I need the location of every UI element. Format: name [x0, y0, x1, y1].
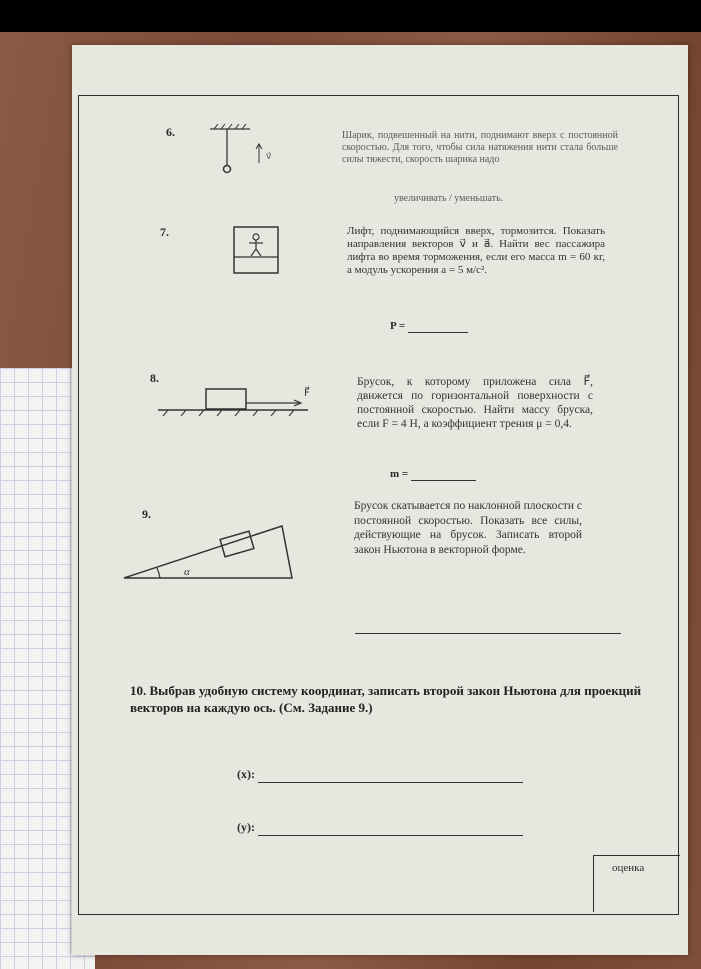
task-6-number: 6.	[166, 125, 175, 139]
worksheet-page	[72, 45, 688, 955]
task-10-y-blank[interactable]	[258, 820, 523, 836]
task-9-text: Брусок скатывается по наклонной плоскости с постоянной скоростью. Показать все силы, действующие на брусок. Записать второй закон Ньютона в векторной форме.	[354, 500, 582, 556]
task-8-block-diagram	[158, 383, 318, 427]
task-8-number: 8.	[150, 371, 159, 385]
task-9-answer-blank[interactable]	[355, 615, 621, 634]
task-7-answer-label: P =	[390, 320, 406, 332]
grade-label: оценка	[612, 862, 645, 874]
task-7-answer-blank[interactable]	[408, 320, 468, 333]
task-8-answer[interactable]	[390, 468, 476, 481]
task-7-elevator-diagram	[232, 225, 282, 277]
task-10-y-label: (y):	[237, 820, 255, 834]
task-8-text: Брусок, к которому приложена сила F⃗, движется по горизонтальной поверхности с постоянной скоростью. Найти массу бруска, если F = 4 Н, а коэффициент трения μ = 0,4.	[357, 376, 593, 430]
task-10-y-row[interactable]	[237, 820, 523, 836]
task-6-velocity-label: v⃗	[266, 151, 272, 161]
top-bar	[0, 0, 701, 32]
grade-box[interactable]	[593, 855, 680, 912]
task-8-answer-label: m =	[390, 468, 409, 480]
task-6-pendulum-diagram	[202, 123, 272, 178]
task-7-text: Лифт, поднимающийся вверх, тормозится. Показать направления векторов v⃗ и a⃗. Найти вес пассажира лифта во время торможения, если его масса m = 60 кг, а модуль ускорения a = 5 м/с².	[347, 225, 605, 276]
task-7-number: 7.	[160, 225, 169, 239]
task-10-x-row[interactable]	[237, 767, 523, 783]
task-7-answer[interactable]	[390, 320, 468, 333]
task-6-options[interactable]: увеличивать / уменьшать.	[394, 193, 504, 204]
task-8-force-label: F⃗	[304, 388, 310, 399]
task-9-angle-label: α	[184, 566, 190, 578]
task-10-text: 10. Выбрав удобную систему координат, записать второй закон Ньютона для проекций векторов на каждую ось. (См. Задание 9.)	[130, 683, 642, 715]
task-9-number: 9.	[142, 507, 151, 521]
task-9-incline-diagram	[122, 520, 297, 582]
task-10-x-label: (x):	[237, 767, 255, 781]
task-8-answer-blank[interactable]	[411, 468, 476, 481]
task-6-text: Шарик, подвешенный на нити, поднимают вверх с постоянной скоростью. Для того, чтобы сила натяжения нити стала больше силы тяжести, скорость шарика надо	[342, 130, 618, 165]
task-10-x-blank[interactable]	[258, 767, 523, 783]
